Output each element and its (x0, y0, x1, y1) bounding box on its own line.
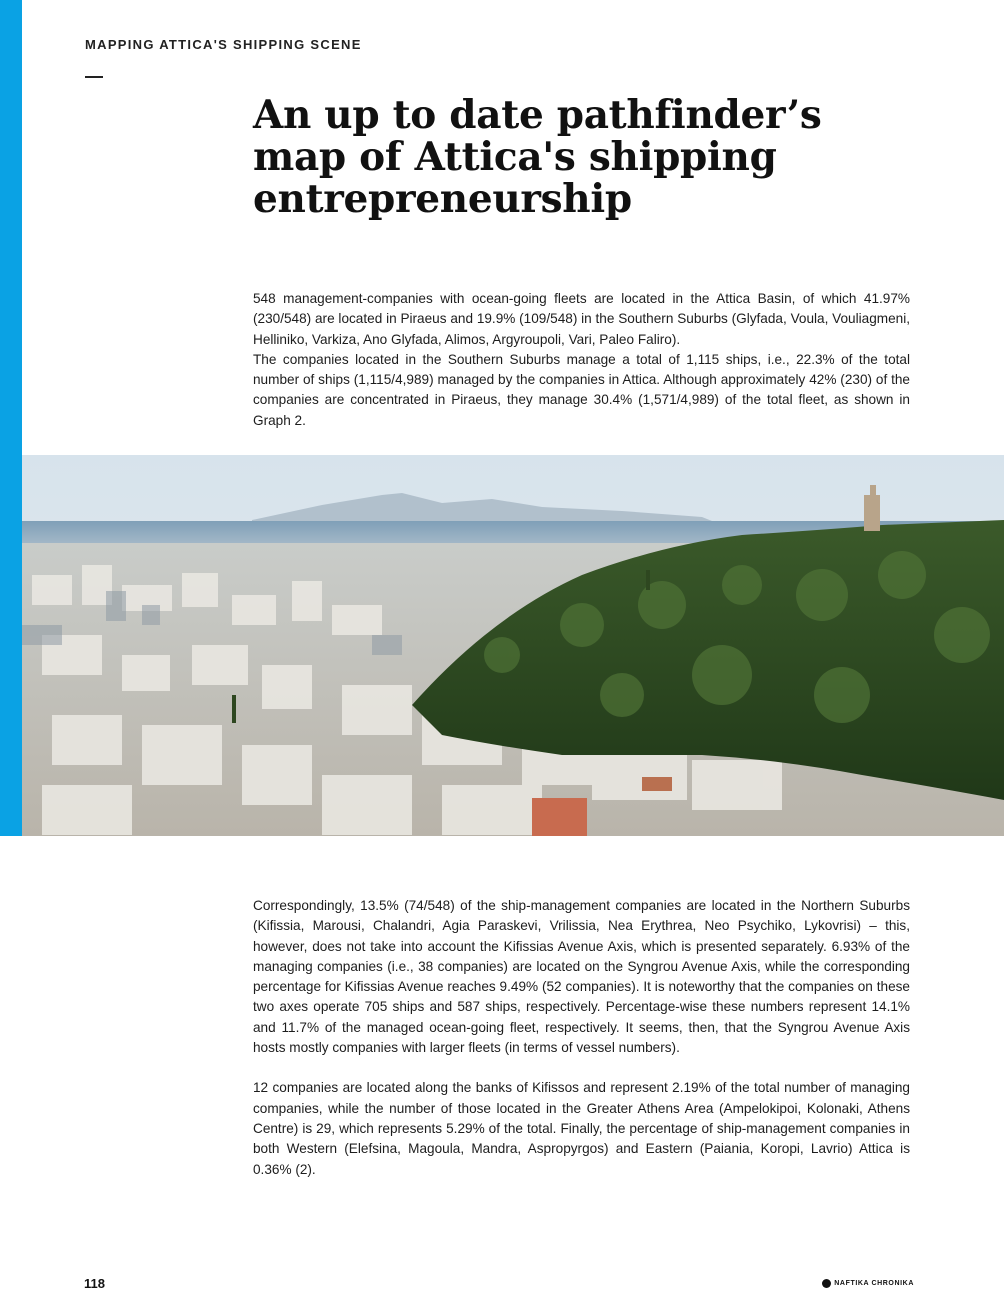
section-label: MAPPING ATTICA'S SHIPPING SCENE (85, 37, 362, 52)
intro-paragraph: The companies located in the Southern Suburbs manage a total of 1,115 ships, i.e., 22.3% of the total number of ships (1,115/4,989) managed by the companies in Attica. Although approximately 42% (230) of the companies are concentrated in Piraeus, they manage 30.4% (1,571/4,989) of the total fleet, as shown in Graph 2. (253, 351, 910, 428)
intro-paragraph: 548 management-companies with ocean-going fleets are located in the Attica Basin, of which 41.97% (230/548) are located in Piraeus and 19.9% (109/548) in the Southern Suburbs (Glyfada, Voula, Vouliagmeni, Helliniko, Varkiza, Ano Glyfada, Alimos, Argyroupoli, Vari, Paleo Faliro). (253, 291, 910, 347)
title-line: An up to date pathfinder’s (253, 92, 822, 138)
title-line: entrepreneurship (253, 176, 632, 222)
page-number: 118 (84, 1276, 105, 1291)
lower-text (253, 896, 910, 1180)
section-dash-divider (85, 76, 103, 78)
intro-text (253, 289, 910, 431)
body-paragraph: 12 companies are located along the banks of Kifissos and represent 2.19% of the total number of managing companies, while the number of those located in the Greater Athens Area (Ampelokipoi, Kolonaki, Athens Centre) is 29, which represents 5.29% of the total. Finally, the percentage of ship-management companies in both Western (Elefsina, Magoula, Mandra, Aspropyrgos) and Eastern (Paiania, Koropi, Lavrio) Attica is 0.36% (2). (253, 1080, 910, 1177)
body-paragraph: Correspondingly, 13.5% (74/548) of the ship-management companies are located in the Northern Suburbs (Kifissia, Marousi, Chalandri, Agia Paraskevi, Vrilissia, Nea Erythrea, Neo Psychiko, Lykovrisi) – this, however, does not take into account the Kifissias Avenue Axis, which is presented separately. 6.93% of the managing companies (i.e., 38 companies) are located on the Syngrou Avenue Axis, while the corresponding percentage for Kifissias Avenue reaches 9.49% (52 companies). It is noteworthy that the companies on these two axes operate 705 ships and 587 ships, respectively. Percentage-wise these numbers represent 14.1% and 11.7% of the managed ocean-going fleet, respectively. It seems, then, that the Syngrou Avenue Axis hosts mostly companies with larger fleets (in terms of vessel numbers). (253, 898, 910, 1056)
publisher-brand (822, 1279, 914, 1288)
title-line: map of Attica's shipping (253, 134, 777, 180)
article-title (253, 94, 893, 220)
accent-side-bar (0, 0, 22, 836)
brand-logo-icon (822, 1279, 831, 1288)
athens-cityscape-photo (22, 455, 1004, 836)
brand-name: NAFTIKA CHRONIKA (834, 1280, 914, 1287)
